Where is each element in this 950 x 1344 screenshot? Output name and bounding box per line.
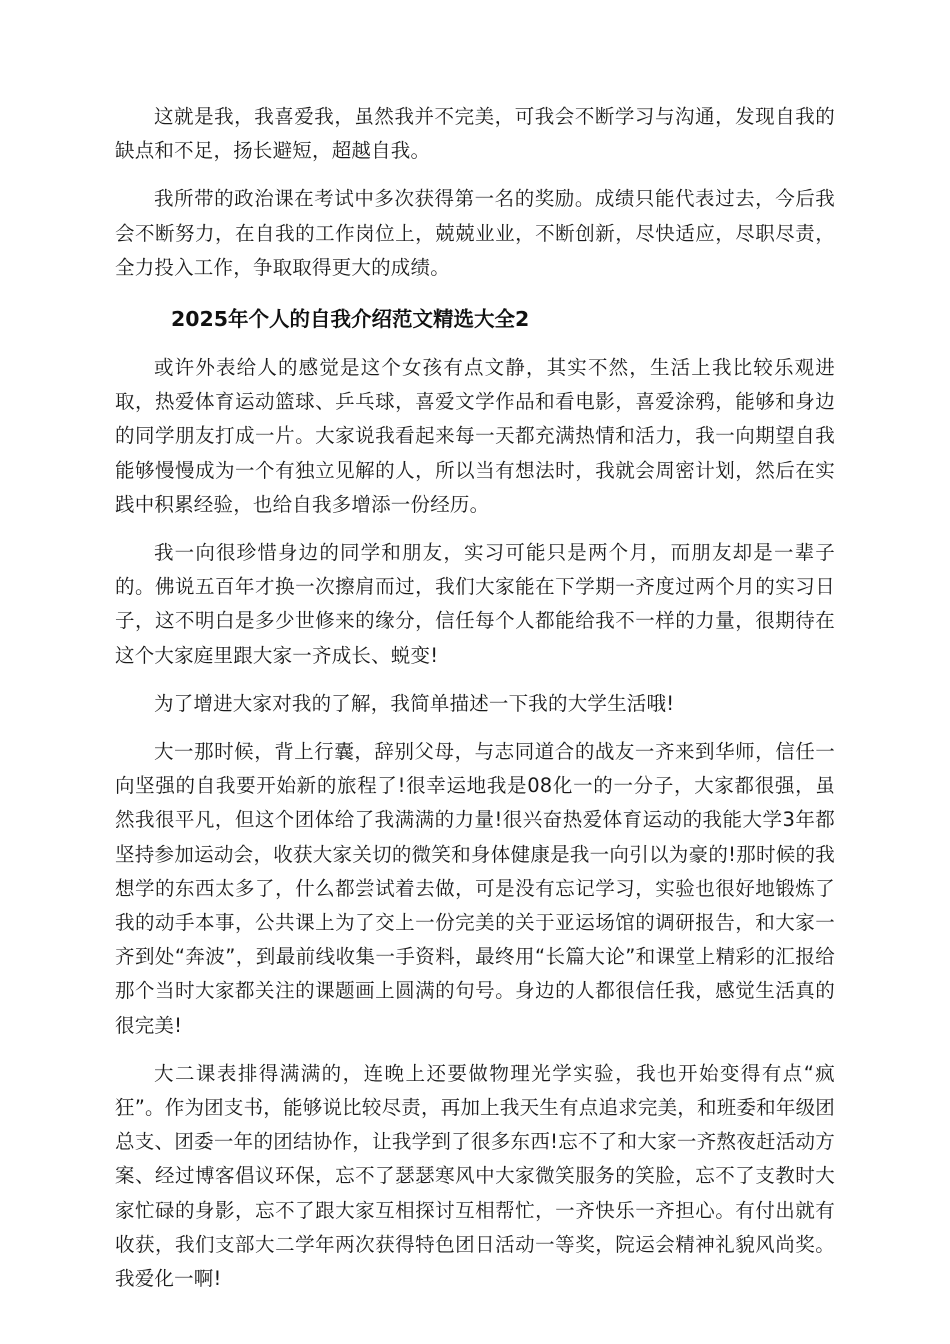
paragraph-freshman-year: 大一那时候，背上行囊，辞别父母，与志同道合的战友一齐来到华师，信任一向坚强的自我要开始新的旅程了!很幸运地我是08化一的一分子，大家都很强，虽然我很平凡，但这个团体给了我满满的力量!很兴奋热爱体育运动的我能大学3年都坚持参加运动会，收获大家关切的微笑和身体健康是我一向引以为豪的!那时候的我想学的东西太多了，什么都尝试着去做，可是没有忘记学习，实验也很好地锻炼了我的动手本事，公共课上为了交上一份完美的关于亚运场馆的调研报告，和大家一齐到处“奔波”，到最前线收集一手资料，最终用“长篇大论”和课堂上精彩的汇报给那个当时大家都关注的课题画上圆满的句号。身边的人都很信任我，感觉生活真的很完美!: [115, 740, 835, 1037]
document-page: [115, 100, 835, 1310]
paragraph-intro-university: 为了增进大家对我的了解，我简单描述一下我的大学生活哦!: [154, 691, 675, 715]
paragraph-self-improvement: 这就是我，我喜爱我，虽然我并不完美，可我会不断学习与沟通，发现自我的缺点和不足，扬长避短，超越自我。: [115, 105, 835, 163]
paragraph-sophomore-year: 大二课表排得满满的，连晚上还要做物理光学实验，我也开始变得有点“疯狂”。作为团支书，能够说比较尽责，再加上我天生有点追求完美，和班委和年级团总支、团委一年的团结协作，让我学到了很多东西!忘不了和大家一齐熬夜赶活动方案、经过博客倡议环保，忘不了瑟瑟寒风中大家微笑服务的笑脸，忘不了支教时大家忙碌的身影，忘不了跟大家互相探讨互相帮忙，一齐快乐一齐担心。有付出就有收获，我们支部大二学年两次获得特色团日活动一等奖，院运会精神礼貌风尚奖。我爱化一啊!: [115, 1061, 835, 1291]
paragraph-friends: 我一向很珍惜身边的同学和朋友，实习可能只是两个月，而朋友却是一辈子的。佛说五百年才换一次擦肩而过，我们大家能在下学期一齐度过两个月的实习日子，这不明白是多少世修来的缘分，信任每个人都能给我不一样的力量，很期待在这个大家庭里跟大家一齐成长、蜕变!: [115, 541, 835, 667]
section-heading: 2025年个人的自我介绍范文精选大全2: [171, 307, 530, 332]
paragraph-politics-class: 我所带的政治课在考试中多次获得第一名的奖励。成绩只能代表过去，今后我会不断努力，在自我的工作岗位上，兢兢业业，不断创新，尽快适应，尽职尽责，全力投入工作，争取取得更大的成绩。: [115, 187, 835, 279]
paragraph-personality: 或许外表给人的感觉是这个女孩有点文静，其实不然，生活上我比较乐观进取，热爱体育运动篮球、乒乓球，喜爱文学作品和看电影，喜爱涂鸦，能够和身边的同学朋友打成一片。大家说我看起来每一天都充满热情和活力，我一向期望自我能够慢慢成为一个有独立见解的人，所以当有想法时，我就会周密计划，然后在实践中积累经验，也给自我多增添一份经历。: [115, 356, 835, 516]
